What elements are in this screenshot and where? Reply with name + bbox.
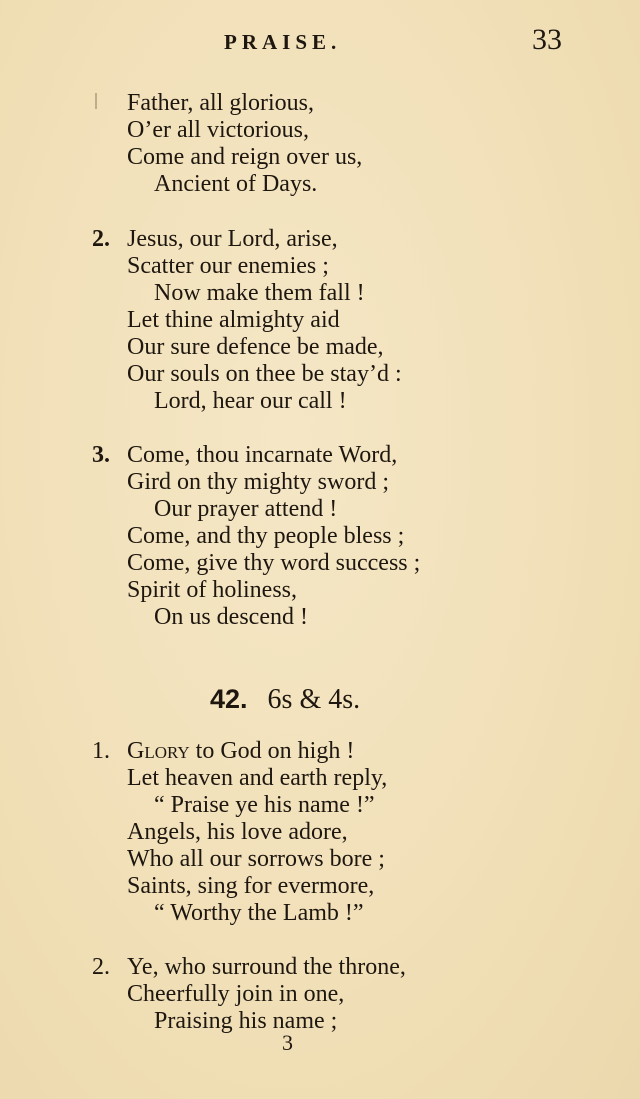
verse-line: Father, all glorious, <box>127 90 315 116</box>
verse-line: Scatter our enemies ; <box>127 253 329 279</box>
verse-line: O’er all victorious, <box>127 117 309 143</box>
hymn-number: 42. <box>210 684 248 714</box>
verse-line: Saints, sing for evermore, <box>127 873 375 899</box>
first-word: Glory <box>127 738 190 764</box>
verse-line: Now make them fall ! <box>154 280 365 306</box>
verse-line: Jesus, our Lord, arise, <box>127 226 338 252</box>
verse-line: Lord, hear our call ! <box>154 388 347 414</box>
verse-line: Let heaven and earth reply, <box>127 765 388 791</box>
verse-line: Who all our sorrows bore ; <box>127 846 385 872</box>
hymn-heading <box>210 684 360 716</box>
stanza-number: 1. <box>92 738 110 764</box>
margin-mark <box>95 93 97 109</box>
verse-line-rest: to God on high ! <box>189 738 355 764</box>
verse-line: “ Worthy the Lamb !” <box>154 900 364 926</box>
verse-line: Let thine almighty aid <box>127 307 340 333</box>
verse-line: Gird on thy mighty sword ; <box>127 469 389 495</box>
stanza-number: 3. <box>92 442 110 468</box>
verse-line: On us descend ! <box>154 604 308 630</box>
verse-line: “ Praise ye his name !” <box>154 792 375 818</box>
verse-line: Come, give thy word success ; <box>127 550 421 576</box>
verse-line: Our souls on thee be stay’d : <box>127 361 402 387</box>
verse-line: Ancient of Days. <box>154 171 318 197</box>
stanza-number: 2. <box>92 954 110 980</box>
running-header-title: PRAISE. <box>224 30 342 54</box>
verse-line: Come, and thy people bless ; <box>127 523 405 549</box>
verse-line: Angels, his love adore, <box>127 819 348 845</box>
stanza-number: 2. <box>92 226 110 252</box>
verse-line: Our prayer attend ! <box>154 496 338 522</box>
verse-line: Ye, who surround the throne, <box>127 954 406 980</box>
verse-line: Our sure defence be made, <box>127 334 384 360</box>
hymn-meter: 6s & 4s. <box>267 684 361 715</box>
verse-line: Praising his name ; <box>154 1008 338 1034</box>
verse-line: Cheerfully join in one, <box>127 981 345 1007</box>
verse-line <box>127 738 354 764</box>
page-number: 33 <box>532 23 562 56</box>
verse-line: Spirit of holiness, <box>127 577 298 603</box>
signature-mark: 3 <box>282 1030 293 1055</box>
verse-line: Come, thou incarnate Word, <box>127 442 398 468</box>
verse-line: Come and reign over us, <box>127 144 363 170</box>
